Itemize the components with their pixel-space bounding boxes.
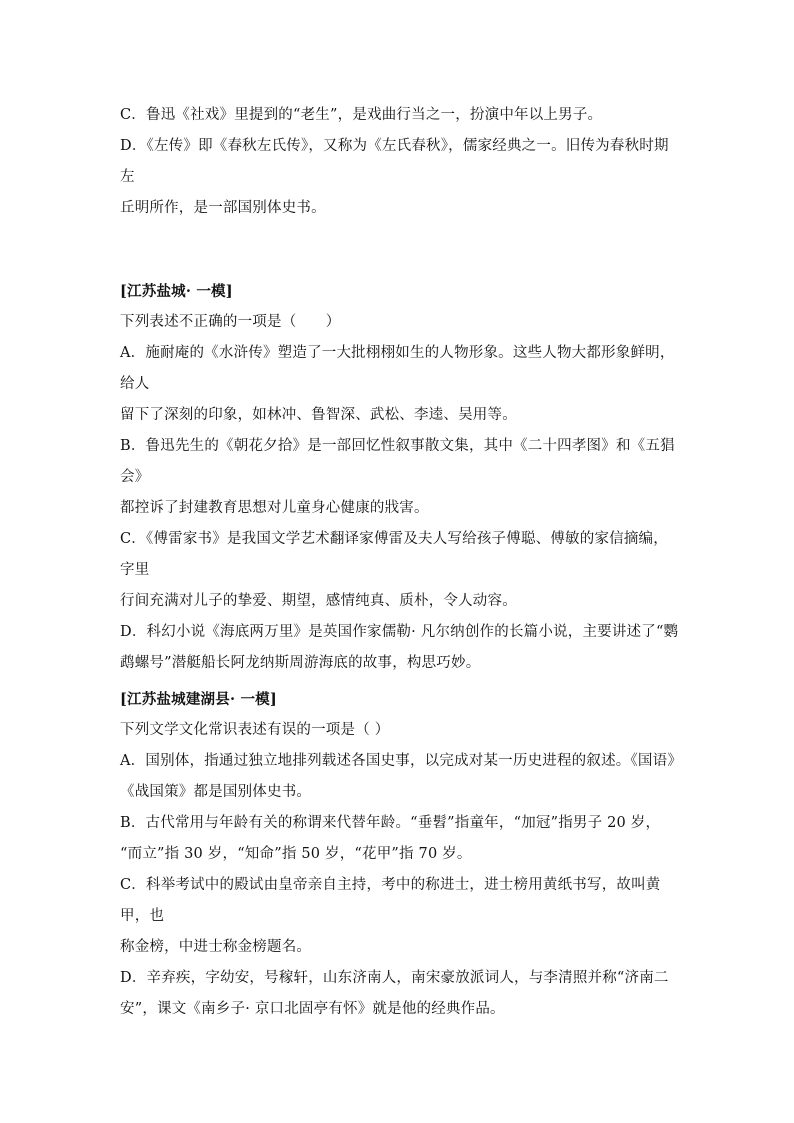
- option-d-line-2: 鹉螺号”潜艇船长阿龙纳斯周游海底的故事，构思巧妙。: [120, 655, 481, 671]
- option-a-line-1: A．施耐庵的《水浒传》塑造了一大批栩栩如生的人物形象。这些人物大都形象鲜明，给人: [120, 345, 675, 392]
- option-c-line-1: C．科举考试中的殿试由皇帝亲自主持，考中的称进士，进士榜用黄纸书写，故叫黄甲，也: [120, 877, 661, 924]
- question-yancheng: [120, 276, 680, 679]
- option-b-line-1: B．鲁迅先生的《朝花夕拾》是一部回忆性叙事散文集，其中《二十四孝图》和《五猖会》: [120, 438, 675, 485]
- option-c-line-1: C．《傅雷家书》是我国文学艺术翻译家傅雷及夫人写给孩子傅聪、傅敏的家信摘编，字里: [120, 531, 668, 578]
- option-b-line-2: 都控诉了封建教育思想对儿童身心健康的戕害。: [120, 500, 429, 516]
- option-d-line-1: D．《左传》即《春秋左氏传》，又称为《左氏春秋》，儒家经典之一。旧传为春秋时期左: [120, 138, 669, 185]
- option-d-line-2: 安”，课文《南乡子· 京口北固亭有怀》就是他的经典作品。: [120, 1001, 505, 1017]
- option-a-line-2: 《战国策》都是国别体史书。: [120, 784, 312, 800]
- option-b-line-2: “而立”指 30 岁，“知命”指 50 岁，“花甲”指 70 岁。: [120, 846, 472, 862]
- question-jianhu: [120, 684, 683, 1025]
- option-a-line-2: 留下了深刻的印象，如林冲、鲁智深、武松、李逵、吴用等。: [120, 407, 517, 423]
- option-c-line-2: 称金榜，中进士称金榜题名。: [120, 939, 312, 955]
- option-d-line-1: D．科幻小说《海底两万里》是英国作家儒勒· 凡尔纳创作的长篇小说，主要讲述了“鹦: [120, 624, 679, 640]
- question-source-title: [江苏盐城建湖县· 一模]: [120, 691, 277, 708]
- option-b-line-1: B．古代常用与年龄有关的称谓来代替年龄。“垂髫”指童年，“加冠”指男子 20 岁，: [120, 815, 661, 831]
- question-stem: 下列表述不正确的一项是（ ）: [120, 314, 341, 330]
- option-a-line-1: A．国别体，指通过独立地排列载述各国史事，以完成对某一历史进程的叙述。《国语》: [120, 753, 683, 769]
- option-c-line-2: 行间充满对儿子的挚爱、期望，感情纯真、质朴，令人动容。: [120, 593, 517, 609]
- question-source-title: [江苏盐城· 一模]: [120, 283, 233, 300]
- question-fragment-top: [120, 100, 680, 224]
- option-c-line: C．鲁迅《社戏》里提到的“老生”，是戏曲行当之一，扮演中年以上男子。: [120, 107, 603, 123]
- option-d-line-1: D．辛弃疾，字幼安，号稼轩，山东济南人，南宋豪放派词人，与李清照并称“济南二: [120, 970, 669, 986]
- option-d-line-2: 丘明所作，是一部国别体史书。: [120, 200, 326, 216]
- question-stem: 下列文学文化常识表述有误的一项是（ ）: [120, 722, 390, 738]
